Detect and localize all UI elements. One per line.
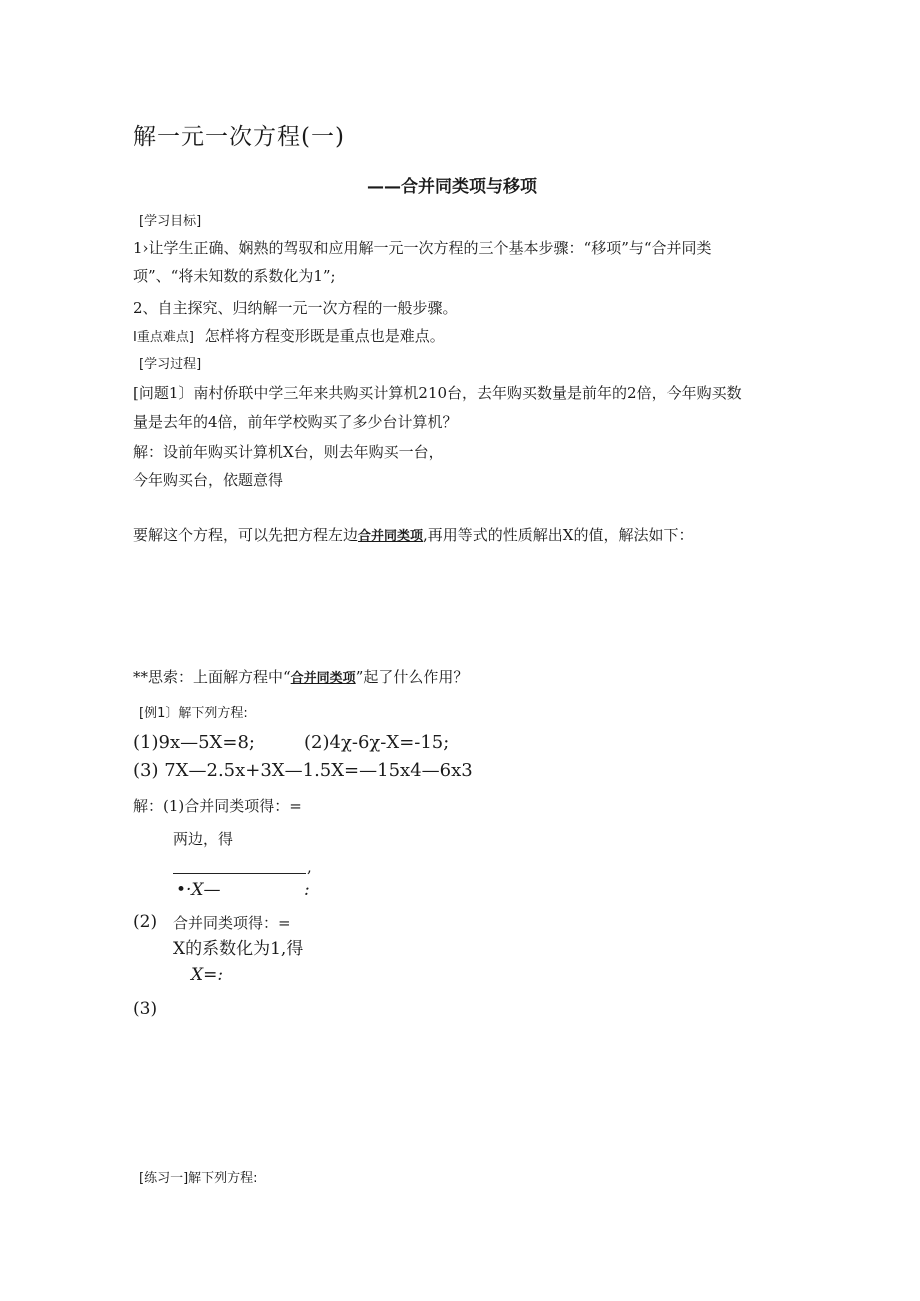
- example-1-heading: [例1〕解下列方程:: [139, 706, 248, 721]
- solution-1-step-d: •·X—: [176, 880, 221, 900]
- problem-1-solve-1: 解：设前年购买计算机X台，则去年购买一台，: [133, 443, 444, 461]
- solution-2-label: (2): [133, 912, 158, 932]
- think-key-term: 合并同类项: [290, 671, 356, 686]
- method-row: [133, 526, 693, 545]
- method-key-term: 合并同类项: [358, 529, 424, 544]
- answer-blank-line: [173, 873, 306, 874]
- example-1-eq-3: (3) 7X—2.5x+3X—1.5X=—15x4—6x3: [133, 760, 473, 781]
- difficulty-text: 怎样将方程变形既是重点也是难点。: [204, 327, 445, 345]
- problem-1-line-2: 量是去年的4倍，前年学校购买了多少台计算机？: [133, 413, 458, 431]
- difficulty-row: [133, 327, 445, 346]
- solution-1-step-a: 解：(1)合并同类项得：=: [133, 797, 302, 815]
- solution-1-step-b: 两边，得: [173, 830, 234, 848]
- think-row: [133, 668, 468, 687]
- example-1-eq-2: (2)4χ-6χ-X=-15;: [304, 732, 450, 753]
- solution-2-step-a: 合并同类项得：=: [173, 914, 291, 932]
- goal-item-1-line-1: 1›让学生正确、娴熟的驾驭和应用解一元一次方程的三个基本步骤：“移项”与“合并同类: [133, 239, 712, 257]
- practice-1-heading: [练习一]解下列方程:: [139, 1171, 258, 1186]
- goals-heading: [学习目标]: [139, 214, 202, 229]
- problem-1-line-1: [问题1〕南村侨联中学三年来共购买计算机210台，去年购买数量是前年的2倍，今年购买数: [133, 384, 742, 402]
- difficulty-label: I重点难点]: [133, 330, 194, 345]
- goal-item-2: 2、自主探究、归纳解一元一次方程的一般步骤。: [133, 299, 458, 317]
- example-1-eq-1: (1)9x—5X=8;: [133, 732, 255, 753]
- goal-item-1-line-2: 项”、“将未知数的系数化为1”;: [133, 267, 336, 285]
- solution-2-step-c: X=:: [191, 965, 224, 985]
- page-subtitle: ——合并同类项与移项: [367, 177, 537, 197]
- problem-1-solve-2: 今年购买台，依题意得: [133, 471, 284, 489]
- method-text-pre: 要解这个方程，可以先把方程左边: [133, 526, 359, 544]
- process-heading: [学习过程]: [139, 357, 202, 372]
- solution-1-step-c-end: ,: [307, 858, 312, 876]
- think-text-pre: **思索：上面解方程中“: [133, 668, 291, 686]
- page-title: 解一元一次方程(一): [133, 124, 345, 150]
- solution-3-label: (3): [133, 999, 158, 1019]
- think-text-post: ”起了什么作用？: [355, 668, 469, 686]
- method-text-post: ,再用等式的性质解出X的值，解法如下：: [423, 526, 694, 544]
- solution-2-step-b: X的系数化为1,得: [173, 939, 304, 959]
- solution-1-step-d-end: :: [304, 880, 310, 900]
